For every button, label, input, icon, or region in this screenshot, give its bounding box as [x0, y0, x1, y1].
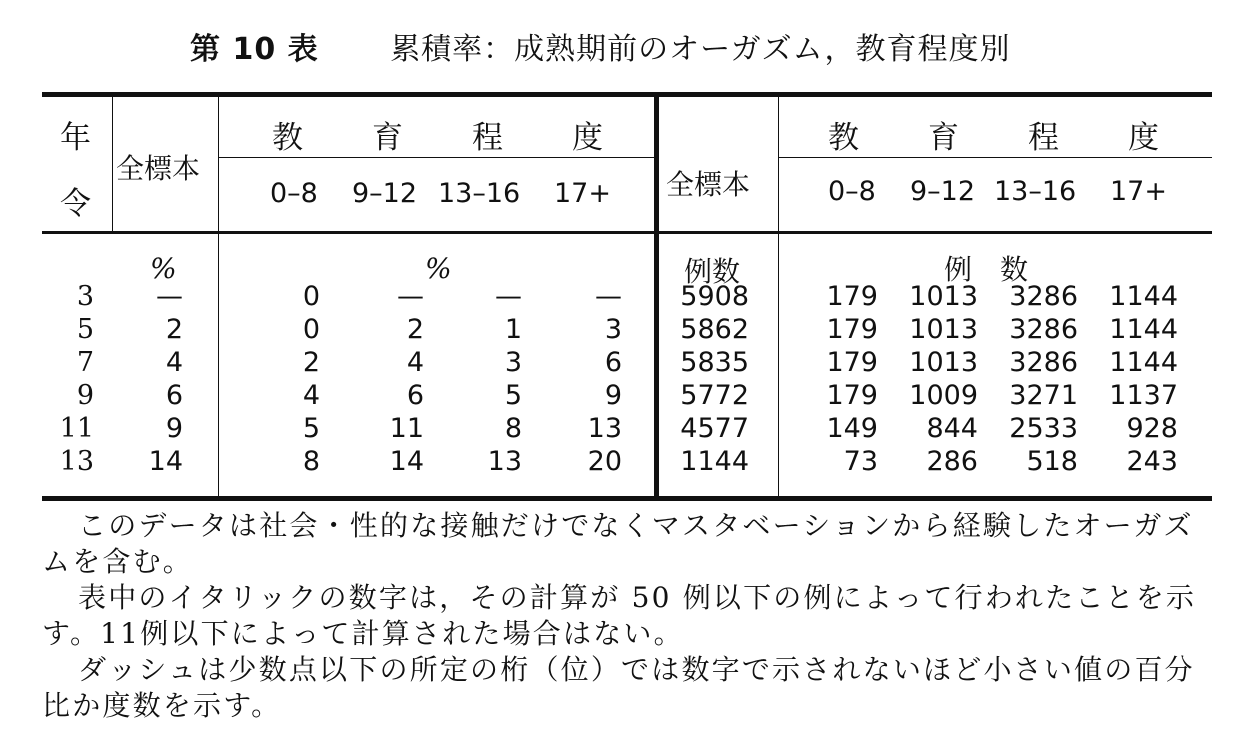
cases-cell: 1013	[909, 314, 978, 345]
percent-cell: —	[495, 281, 522, 312]
age-header-top: 年	[60, 120, 91, 156]
percent-cell: 8	[504, 413, 522, 444]
cases-cell: 179	[826, 380, 878, 411]
age-cell: 3	[76, 281, 94, 312]
footnotes	[42, 508, 1222, 724]
cases-cell: 928	[1126, 413, 1178, 444]
unit-cases-total: 例数	[684, 255, 741, 288]
unit-cases-edu: 例 数	[944, 253, 1029, 286]
cases-cell: 518	[1026, 446, 1078, 477]
cases-cell: 1013	[909, 347, 978, 378]
note-1: このデータは社会・性的な接触だけでなくマスタベーションから経験したオーガズムを含む。	[42, 509, 1194, 578]
cases-cell: 179	[826, 347, 878, 378]
cases-cell: 179	[826, 314, 878, 345]
edu-char-left-1: 教	[272, 120, 303, 156]
cases-cell: 149	[826, 413, 878, 444]
unit-percent-total: %	[150, 252, 177, 285]
edu-range-right-4: 17+	[1110, 176, 1167, 207]
percent-cell: 11	[389, 413, 424, 444]
edu-char-left-3: 程	[472, 120, 503, 156]
total-cases-cell: 4577	[680, 413, 749, 444]
cases-cell: 286	[926, 446, 978, 477]
cases-cell: 2533	[1009, 413, 1078, 444]
cases-cell: 1144	[1109, 347, 1178, 378]
cases-cell: 243	[1126, 446, 1178, 477]
edu-range-right-1: 0–8	[828, 176, 876, 207]
note-2: 表中のイタリックの数字は，その計算が 50 例以下の例によって行われたことを示す。11例以下によって計算された場合はない。	[42, 581, 1197, 650]
percent-cell: 3	[604, 314, 622, 345]
percent-cell: —	[595, 281, 622, 312]
cases-cell: 1009	[909, 380, 978, 411]
divider-age	[112, 97, 113, 231]
edu-range-left-4: 17+	[554, 178, 611, 209]
edu-char-left-2: 育	[372, 120, 403, 156]
table-title	[190, 30, 1011, 70]
cases-cell: 1013	[909, 281, 978, 312]
edu-range-left-1: 0–8	[270, 178, 318, 209]
table-number: 第 10 表	[190, 32, 319, 67]
age-cell: 9	[76, 380, 94, 411]
cases-cell: 3286	[1009, 347, 1078, 378]
percent-cell: 13	[587, 413, 622, 444]
percent-cell: 5	[302, 413, 320, 444]
percent-cell: 1	[504, 314, 522, 345]
age-cell: 7	[76, 347, 94, 378]
total-percent-cell: 14	[148, 446, 183, 477]
total-cases-cell: 5908	[680, 281, 749, 312]
cases-cell: 1144	[1109, 281, 1178, 312]
edu-char-right-1: 教	[828, 120, 859, 156]
percent-cell: 2	[302, 347, 320, 378]
percent-cell: 3	[504, 347, 522, 378]
percent-cell: 8	[302, 446, 320, 477]
total-percent-cell: —	[156, 281, 183, 312]
divider-center	[654, 97, 659, 496]
percent-cell: 6	[604, 347, 622, 378]
total-percent-cell: 9	[165, 413, 183, 444]
age-header-bottom: 令	[60, 186, 91, 222]
total-cases-cell: 5862	[680, 314, 749, 345]
percent-cell: 6	[406, 380, 424, 411]
cases-cell: 1144	[1109, 314, 1178, 345]
cases-cell: 1137	[1109, 380, 1178, 411]
edu-range-right-3: 13–16	[994, 176, 1077, 207]
age-cell: 11	[59, 413, 94, 444]
percent-cell: 20	[587, 446, 622, 477]
note-3: ダッシュは少数点以下の所定の桁（位）では数字で示されないほど小さい値の百分比か度数を示す。	[42, 653, 1195, 722]
unit-percent-edu: %	[425, 252, 452, 285]
percent-cell: 13	[487, 446, 522, 477]
edu-char-left-4: 度	[572, 120, 603, 156]
cases-cell: 3286	[1009, 281, 1078, 312]
total-sample-header-left: 全標本	[116, 152, 201, 185]
total-cases-cell: 1144	[680, 446, 749, 477]
percent-cell: —	[397, 281, 424, 312]
cases-cell: 3286	[1009, 314, 1078, 345]
percent-cell: 14	[389, 446, 424, 477]
cases-cell: 179	[826, 281, 878, 312]
edu-underline-right	[778, 157, 1212, 158]
total-percent-cell: 4	[165, 347, 183, 378]
edu-range-right-2: 9–12	[910, 176, 976, 207]
cases-cell: 844	[926, 413, 978, 444]
edu-char-right-3: 程	[1028, 120, 1059, 156]
cases-cell: 73	[843, 446, 878, 477]
age-cell: 5	[76, 314, 94, 345]
total-percent-cell: 2	[165, 314, 183, 345]
edu-range-left-2: 9–12	[352, 178, 418, 209]
percent-cell: 4	[302, 380, 320, 411]
age-cell: 13	[59, 446, 94, 477]
percent-cell: 4	[406, 347, 424, 378]
edu-range-left-3: 13–16	[438, 178, 521, 209]
percent-cell: 5	[504, 380, 522, 411]
edu-underline-left	[218, 157, 654, 158]
table-caption: 累積率：成熟期前のオーガズム，教育程度別	[390, 32, 1011, 67]
total-cases-cell: 5835	[680, 347, 749, 378]
percent-cell: 0	[302, 281, 320, 312]
total-sample-header-right: 全標本	[666, 168, 751, 201]
bottom-rule	[42, 496, 1212, 501]
edu-char-right-4: 度	[1128, 120, 1159, 156]
total-percent-cell: 6	[165, 380, 183, 411]
edu-char-right-2: 育	[928, 120, 959, 156]
percent-cell: 0	[302, 314, 320, 345]
cases-cell: 3271	[1009, 380, 1078, 411]
percent-cell: 2	[406, 314, 424, 345]
percent-cell: 9	[604, 380, 622, 411]
total-cases-cell: 5772	[680, 380, 749, 411]
